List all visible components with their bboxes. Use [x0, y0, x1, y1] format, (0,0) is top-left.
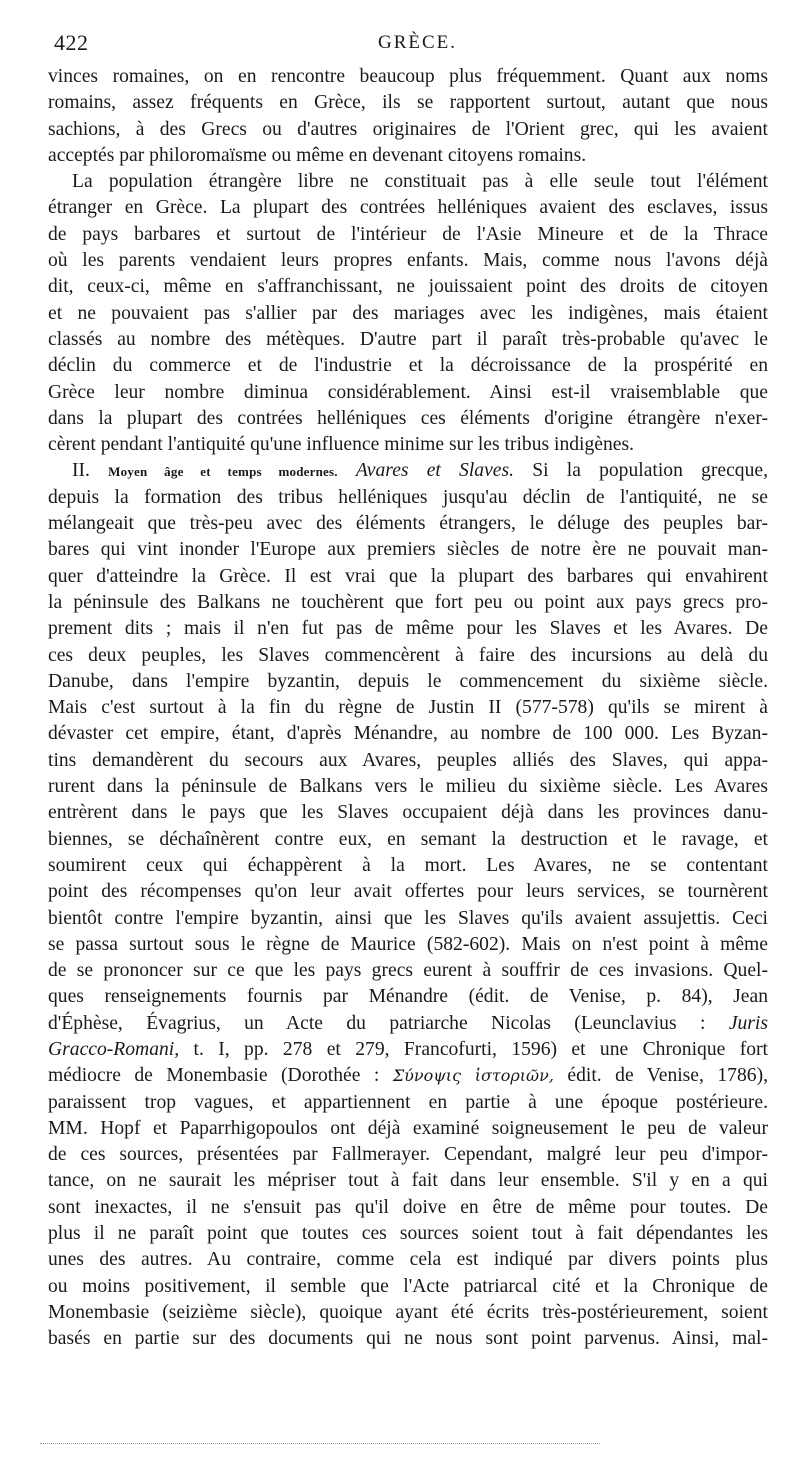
text-line: bares qui vint inonder l'Europe aux premiers siècles de notre ère ne pouvait man- [48, 539, 768, 561]
text-line: classés au nombre des métèques. D'autre part il paraît très-probable qu'avec le [48, 328, 768, 350]
text-line: ques renseignements fournis par Ménandre (édit. de Venise, p. 84), Jean [48, 986, 768, 1008]
text-line: biennes, se déchaînèrent contre eux, en semant la destruction et le ravage, et [48, 828, 768, 850]
text-line: depuis la formation des tribus helléniques jusqu'au déclin de l'antiquité, ne se [48, 486, 768, 508]
text-line: ou moins positivement, il semble que l'Acte patriarcal cité et la Chronique de [48, 1275, 768, 1297]
text-segment: t. I, pp. 278 et 279, Francofurti, 1596) et une Chronique fort [193, 1038, 768, 1060]
text-line: plus il ne paraît point que toutes ces sources soient tout à fait dépendantes les [48, 1223, 768, 1245]
text-line: étranger en Grèce. La plupart des contrées helléniques avaient des esclaves, issus [48, 197, 768, 219]
running-head [48, 30, 768, 60]
text-line: tins demandèrent du secours aux Avares, peuples alliés des Slaves, qui appa- [48, 749, 768, 771]
text-line: dévaster cet empire, étant, d'après Ménandre, au nombre de 100 000. Les Byzan- [48, 723, 768, 745]
text-line: sachions, à des Grecs ou d'autres originaires de l'Orient grec, qui les avaient [48, 118, 768, 140]
text-line: mélangeait que très-peu avec des éléments étrangers, le déluge des peuples bar- [48, 513, 768, 535]
text-line [48, 1011, 768, 1037]
text-line: soumirent ceux qui échappèrent à la mort. Les Avares, ne se contentant [48, 854, 768, 876]
text-line: de pays barbares et surtout de l'intérieur de l'Asie Mineure et de la Thrace [48, 223, 768, 245]
text-line: déclin du commerce et de l'industrie et la décroissance de la prospérité en [48, 355, 768, 377]
text-segment: médiocre de Monembasie (Dorothée : [48, 1065, 380, 1087]
body-text [48, 64, 768, 1353]
text-line: de se prononcer sur ce que les pays grecs eurent à souffrir de ces invasions. Quel- [48, 960, 768, 982]
text-line: unes des autres. Au contraire, comme cela est indiqué par divers points plus [48, 1249, 768, 1271]
italic-title: Juris [728, 1012, 768, 1034]
text-line: La population étrangère libre ne constituait pas à elle seule tout l'élément [72, 171, 768, 193]
text-line: dans la plupart des contrées helléniques ces éléments d'origine étrangère n'exer- [48, 407, 768, 429]
text-line: point des récompenses qu'on leur avait offertes pour leurs services, se tournèrent [48, 881, 768, 903]
text-line: MM. Hopf et Paparrhigopoulos ont déjà examiné soigneusement le peu de valeur [48, 1117, 768, 1139]
running-title: GRÈCE. [378, 32, 458, 53]
text-line: acceptés par philoromaïsme ou même en devenant citoyens romains. [48, 144, 587, 166]
text-line: Danube, dans l'empire byzantin, depuis le commencement du sixième siècle. [48, 670, 768, 692]
section-label: II. [72, 460, 90, 482]
text-line: tance, on ne saurait les mépriser tout à fait dans leur ensemble. S'il y en a qui [48, 1170, 768, 1192]
text-line: bientôt contre l'empire byzantin, ainsi que les Slaves qu'ils avaient assujettis. Ceci [48, 907, 768, 929]
section-heading: Moyen âge et temps modernes. [108, 464, 338, 480]
text-line: dit, ceux-ci, même en s'affranchissant, ne jouissaient point des droits de citoyen [48, 276, 768, 298]
text-segment: d'Éphèse, Évagrius, un Acte du patriarche Nicolas (Leunclavius : [48, 1012, 706, 1034]
text-line: paraissent trop vagues, et appartiennent en partie à une époque postérieure. [48, 1091, 768, 1113]
text-line: de ces sources, présentées par Fallmerayer. Cependant, malgré leur peu d'impor- [48, 1144, 768, 1166]
text-line: sont inexactes, il ne s'ensuit pas qu'il doive en être de même pour toutes. De [48, 1196, 768, 1218]
text-line: cèrent pendant l'antiquité qu'une influence minime sur les tribus indigènes. [48, 434, 635, 456]
section-heading-line [48, 458, 768, 484]
text-segment: édit. de Venise, 1786), [567, 1065, 768, 1087]
text-line: quer d'atteindre la Grèce. Il est vrai que la plupart des barbares qui envahirent [48, 565, 768, 587]
text-line [48, 1037, 768, 1063]
text-line: Mais c'est surtout à la fin du règne de Justin II (577-578) qu'ils se mirent à [48, 697, 768, 719]
text-line: rurent dans la péninsule de Balkans vers le milieu du sixième siècle. Les Avares [48, 776, 768, 798]
text-line: ces deux peuples, les Slaves commencèrent à faire des incursions au delà du [48, 644, 768, 666]
footer-dotted-rule [40, 1443, 600, 1444]
text-line: la péninsule des Balkans ne touchèrent que fort peu ou point aux pays grecs pro- [48, 591, 768, 613]
text-line: et ne pouvaient pas s'allier par des mariages avec les indigènes, mais étaient [48, 302, 768, 324]
page-number: 422 [54, 30, 89, 55]
text-line: Monembasie (seizième siècle), quoique ayant été écrits très-postérieurement, soient [48, 1301, 768, 1323]
section-subheading: Avares et Slaves. [355, 460, 515, 482]
text-line: se passa surtout sous le règne de Maurice (582-602). Mais on n'est point à même [48, 933, 768, 955]
text-line: basés en partie sur des documents qui ne nous sont point parvenus. Ainsi, mal- [48, 1328, 768, 1350]
italic-title: Gracco-Romani, [48, 1038, 180, 1060]
greek-title: Σύνοψις ἱστοριῶν, [392, 1066, 554, 1086]
text-line: prement dits ; mais il n'en fut pas de même pour les Slaves et les Avares. De [48, 618, 768, 640]
section-first-text: Si la population grecque, [532, 460, 768, 482]
text-line: romains, assez fréquents en Grèce, ils se rapportent surtout, autant que nous [48, 92, 768, 114]
text-line: Grèce leur nombre diminua considérablement. Ainsi est-il vraisemblable que [48, 381, 768, 403]
text-line: entrèrent dans le pays que les Slaves occupaient déjà dans les provinces danu- [48, 802, 768, 824]
text-line [48, 1063, 768, 1089]
text-line: vinces romaines, on en rencontre beaucoup plus fréquemment. Quant aux noms [48, 66, 768, 87]
text-line: où les parents vendaient leurs propres enfants. Mais, comme nous l'avons déjà [48, 250, 768, 272]
